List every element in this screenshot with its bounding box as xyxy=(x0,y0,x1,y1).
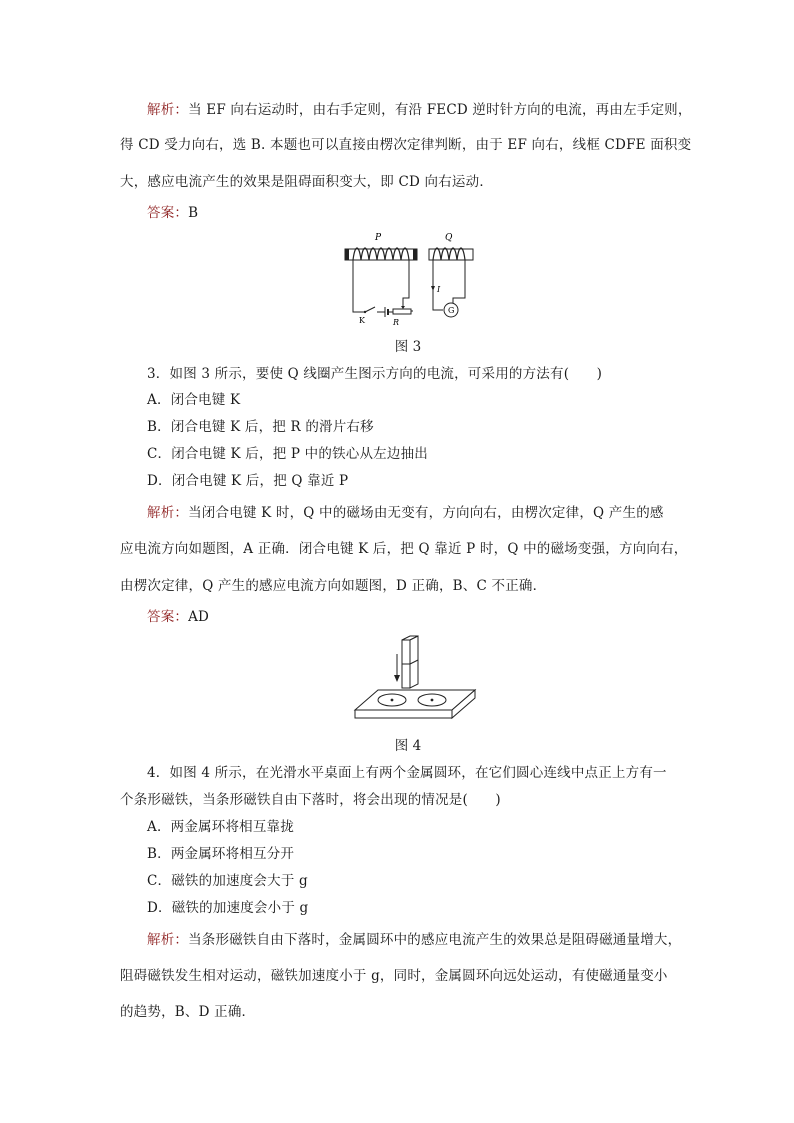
q3-solution-line-2: 应电流方向如题图，A 正确．闭合电键 K 后，把 Q 靠近 P 时，Q 中的磁场变强，方向向右， xyxy=(120,541,688,557)
label-i: I xyxy=(437,285,441,294)
q3-stem: 3．如图 3 所示，要使 Q 线圈产生图示方向的电流，可采用的方法有( ) xyxy=(147,366,603,382)
q4-solution-line-2: 阻碍磁铁发生相对运动，磁铁加速度小于 g，同时，金属圆环向远处运动，有使磁通量变小 xyxy=(120,968,668,984)
ring-right-center xyxy=(431,699,434,702)
label-q: Q xyxy=(445,233,453,243)
figure-3-caption: 图 3 xyxy=(394,339,422,355)
p-circuit-wire-left xyxy=(353,260,365,312)
figure-4-magnet-and-rings xyxy=(350,632,480,727)
q4-option-b: B．两金属环将相互分开 xyxy=(147,846,295,862)
q4-stem-line-2: 个条形磁铁，当条形磁铁自由下落时，将会出现的情况是( ) xyxy=(120,792,501,808)
q3-solution-line-3: 由楞次定律，Q 产生的感应电流方向如题图，D 正确，B、C 不正确． xyxy=(120,578,547,594)
q3-option-d: D．闭合电键 K 后，把 Q 靠近 P xyxy=(147,473,349,489)
q3-answer-value: AD xyxy=(188,609,210,625)
q3-answer xyxy=(147,607,209,627)
label-k: K xyxy=(359,316,365,325)
q4-option-c: C．磁铁的加速度会大于 g xyxy=(147,873,308,889)
figure-4-caption: 图 4 xyxy=(394,738,422,754)
q3-option-b: B．闭合电键 K 后，把 R 的滑片右移 xyxy=(147,419,374,435)
q4-stem-line-1: 4．如图 4 所示，在光滑水平桌面上有两个金属圆环，在它们圆心连线中点正上方有一 xyxy=(147,765,667,781)
q3-solution-text-1: 当闭合电键 K 时，Q 中的磁场由无变有，方向向右，由楞次定律，Q 产生的感 xyxy=(188,505,664,521)
q2-solution-line-2: 得 CD 受力向右，选 B. 本题也可以直接由楞次定律判断，由于 EF 向右，线框 CDFE 面积变 xyxy=(120,137,692,153)
q4-solution-line-3: 的趋势，B、D 正确． xyxy=(120,1004,256,1020)
q2-answer xyxy=(147,203,198,223)
q3-option-c: C．闭合电键 K 后，把 P 中的铁心从左边抽出 xyxy=(147,446,428,462)
q4-solution-line-1 xyxy=(147,930,681,950)
q2-solution-label: 解析： xyxy=(147,102,189,118)
q4-option-d: D．磁铁的加速度会小于 g xyxy=(147,900,309,916)
q3-option-a: A．闭合电键 K xyxy=(147,392,241,408)
switch-k xyxy=(365,307,375,312)
q4-solution-label: 解析： xyxy=(147,932,189,948)
q3-answer-label: 答案： xyxy=(147,609,189,625)
current-arrow xyxy=(431,286,435,291)
label-r: R xyxy=(393,318,400,327)
label-g: G xyxy=(448,306,455,315)
ring-left-center xyxy=(391,699,394,702)
p-coil-core xyxy=(345,249,417,260)
q2-solution-line-1 xyxy=(147,100,692,120)
falling-arrow-head xyxy=(394,675,400,682)
q4-option-a: A．两金属环将相互靠拢 xyxy=(147,819,294,835)
q2-answer-label: 答案： xyxy=(147,205,189,221)
table-front xyxy=(355,710,452,718)
rheostat-r xyxy=(393,309,411,314)
q2-answer-value: B xyxy=(188,205,199,221)
p-core-end-left xyxy=(345,249,349,260)
q4-solution-text-1: 当条形磁铁自由下落时，金属圆环中的感应电流产生的效果总是阻碍磁通量增大， xyxy=(188,932,682,948)
label-p: P xyxy=(375,233,382,243)
q2-solution-line-3: 大，感应电流产生的效果是阻碍面积变大，即 CD 向右运动． xyxy=(120,174,494,190)
rheostat-slider-wire xyxy=(403,260,409,308)
q3-solution-line-1 xyxy=(147,503,664,523)
q3-solution-label: 解析： xyxy=(147,505,189,521)
figure-3-circuit-diagram xyxy=(335,228,485,328)
q2-solution-text-1: 当 EF 向右运动时，由右手定则，有沿 FECD 逆时针方向的电流，再由左手定则， xyxy=(188,102,692,118)
p-core-end-right xyxy=(413,249,417,260)
q-circuit-wire-right xyxy=(453,260,465,303)
switch-k-pivot xyxy=(364,311,366,313)
